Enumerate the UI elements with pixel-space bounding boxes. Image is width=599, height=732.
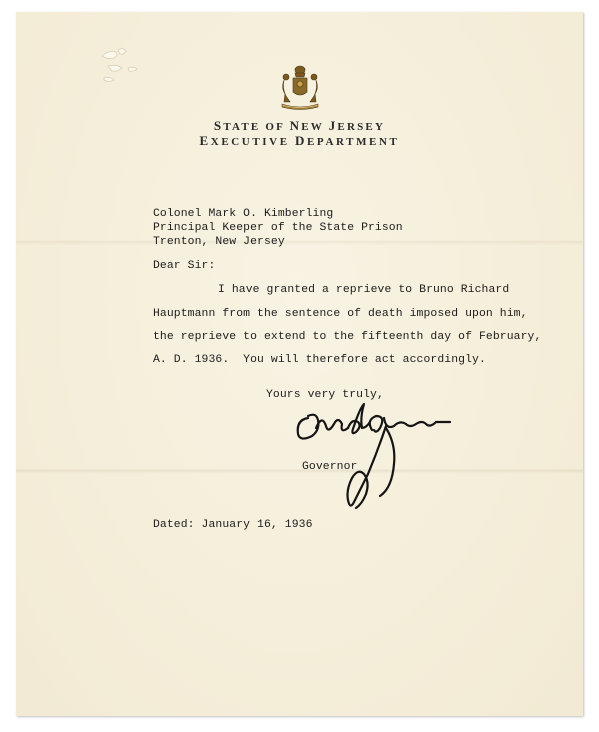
salutation: Dear Sir: [153,260,216,272]
letterhead-department: EXECUTIVE DEPARTMENT [199,133,400,148]
address-line-3: Trenton, New Jersey [153,236,285,248]
closing: Yours very truly, [266,389,384,401]
body-line-4: A. D. 1936. You will therefore act accordingly. [153,354,486,366]
dated-line: Dated: January 16, 1936 [153,519,313,531]
address-line-1: Colonel Mark O. Kimberling [153,208,334,220]
address-line-2: Principal Keeper of the State Prison [153,222,403,234]
signature-icon [286,388,486,518]
signer-title: Governor [302,461,358,473]
letterhead-state: STATE OF NEW JERSEY [213,118,386,133]
embossed-seal-icon [94,42,154,86]
body-line-1: I have granted a reprieve to Bruno Richard [218,284,510,296]
body-line-2: Hauptmann from the sentence of death imposed upon him, [153,308,528,320]
state-seal-icon [276,60,324,112]
body-line-3: the reprieve to extend to the fifteenth day of February, [153,331,542,343]
